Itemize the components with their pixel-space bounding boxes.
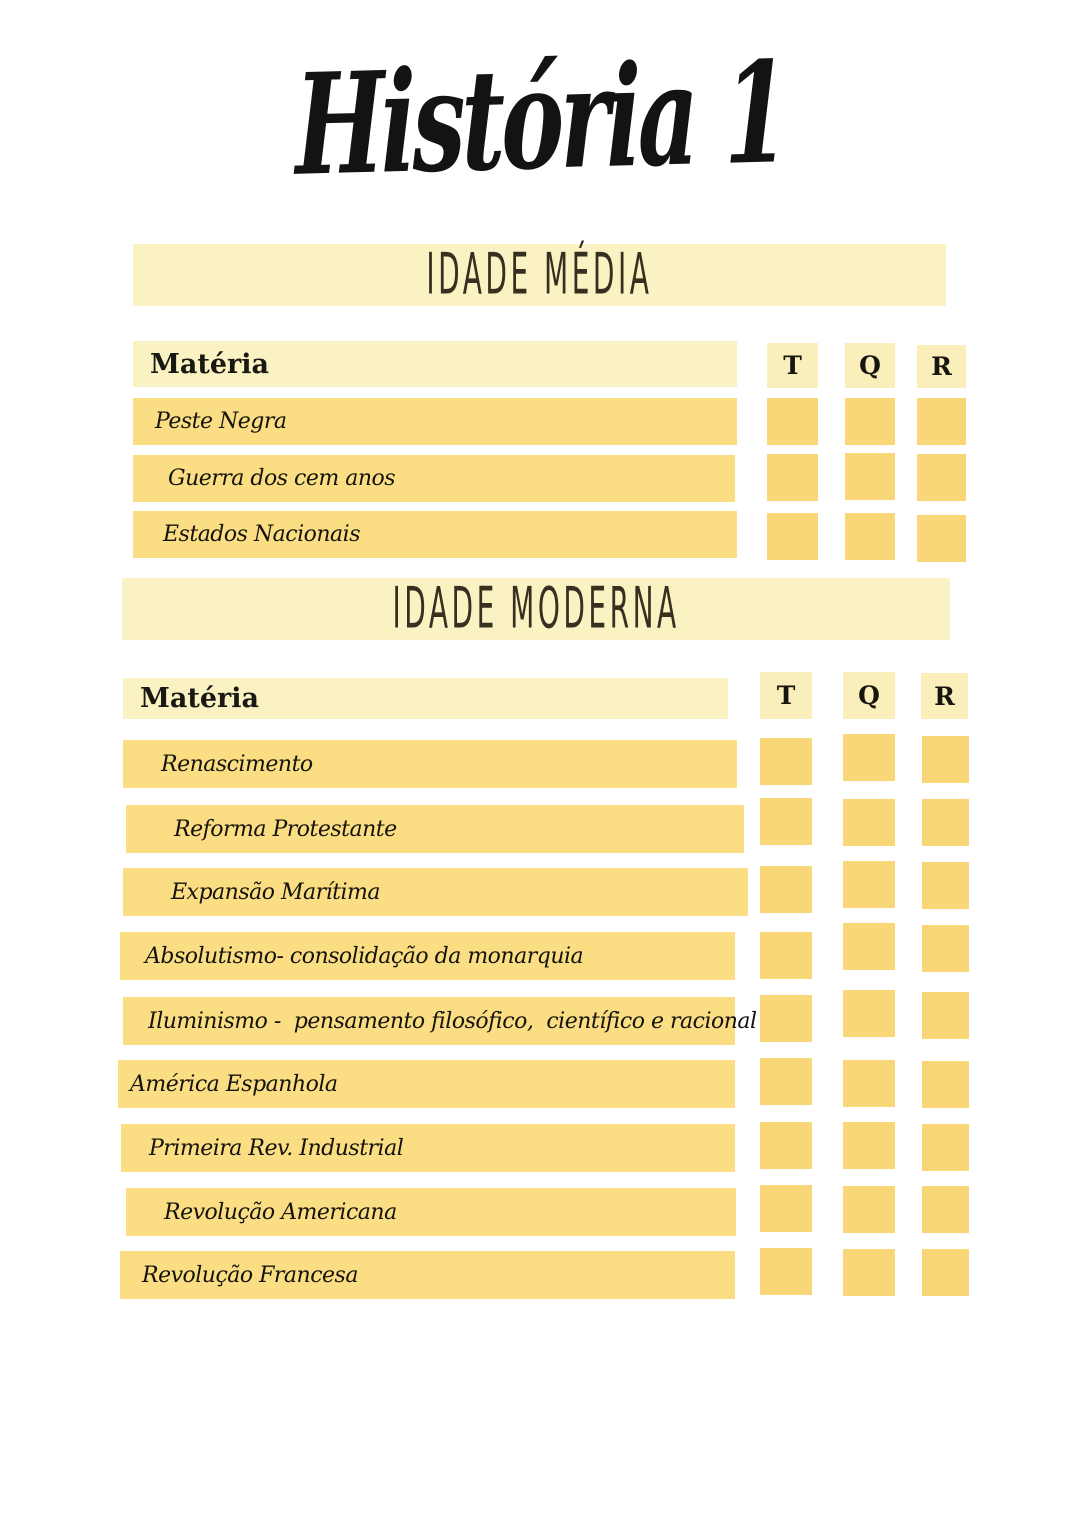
topic-bar [133, 398, 737, 445]
checkbox-t[interactable] [760, 932, 812, 979]
checkbox-q[interactable] [843, 861, 895, 908]
topic-label: Renascimento [161, 751, 313, 777]
checkbox-t[interactable] [760, 798, 812, 845]
section-heading-text: IDADE MÉDIA [426, 242, 653, 308]
checkbox-r[interactable] [922, 992, 969, 1039]
checkbox-q[interactable] [845, 513, 895, 560]
topic-bar [121, 1124, 735, 1172]
checkbox-r[interactable] [922, 799, 969, 846]
checkbox-t[interactable] [767, 513, 818, 560]
topic-bar [126, 1188, 736, 1236]
checkbox-t[interactable] [760, 1248, 812, 1295]
checkbox-q[interactable] [843, 990, 895, 1037]
checkbox-t[interactable] [760, 995, 812, 1042]
topic-bar [133, 511, 737, 558]
topic-label: Guerra dos cem anos [168, 466, 396, 491]
checkbox-q[interactable] [843, 1122, 895, 1169]
checkbox-t[interactable] [760, 1185, 812, 1232]
column-header-t: T [767, 343, 818, 388]
checkbox-t[interactable] [760, 1058, 812, 1105]
topic-bar [120, 932, 735, 980]
checkbox-t[interactable] [760, 1122, 812, 1169]
checkbox-r[interactable] [922, 1249, 969, 1296]
checkbox-r[interactable] [917, 398, 966, 445]
column-header-t: T [760, 672, 812, 719]
column-header-q: Q [845, 343, 895, 388]
checkbox-r[interactable] [922, 925, 969, 972]
checkbox-q[interactable] [843, 1186, 895, 1233]
checkbox-q[interactable] [843, 799, 895, 846]
checkbox-t[interactable] [767, 454, 818, 501]
topic-bar [123, 740, 737, 788]
checkbox-r[interactable] [922, 1061, 969, 1108]
topic-label: Primeira Rev. Industrial [149, 1135, 404, 1161]
topic-bar [120, 1251, 735, 1299]
column-header-q: Q [843, 672, 895, 719]
topic-label: Expansão Marítima [171, 879, 381, 905]
checkbox-q[interactable] [843, 1249, 895, 1296]
section-heading-idade-media [133, 244, 946, 306]
materia-header: Matéria [123, 678, 728, 719]
page-title-text: História 1 [294, 29, 786, 207]
checkbox-q[interactable] [843, 1060, 895, 1107]
topic-bar [133, 455, 735, 502]
checkbox-t[interactable] [767, 398, 818, 445]
topic-label: Revolução Francesa [142, 1262, 358, 1288]
checkbox-r[interactable] [917, 515, 966, 562]
topic-bar [118, 1060, 735, 1108]
section-heading-text: IDADE MODERNA [392, 576, 680, 642]
checkbox-q[interactable] [845, 453, 895, 500]
topic-label: América Espanhola [130, 1071, 338, 1097]
topic-bar [123, 997, 757, 1045]
materia-header: Matéria [133, 341, 737, 387]
column-header-r: R [917, 345, 966, 388]
checkbox-q[interactable] [845, 398, 895, 445]
topic-label: Reforma Protestante [174, 816, 397, 842]
checkbox-r[interactable] [917, 454, 966, 501]
topic-label: Estados Nacionais [163, 522, 360, 547]
column-header-r: R [921, 673, 968, 719]
page-title [0, 28, 1080, 208]
topic-bar [126, 805, 744, 853]
checkbox-t[interactable] [760, 866, 812, 913]
topic-bar [123, 868, 748, 916]
section-heading-idade-moderna [122, 578, 950, 640]
checkbox-r[interactable] [922, 862, 969, 909]
topic-label: Peste Negra [155, 409, 287, 434]
topic-label: Iluminismo - pensamento filosófico, científico e racional [148, 1008, 757, 1034]
checkbox-r[interactable] [922, 1124, 969, 1171]
checkbox-r[interactable] [922, 736, 969, 783]
topic-label: Absolutismo- consolidação da monarquia [145, 943, 584, 969]
checkbox-t[interactable] [760, 738, 812, 785]
checkbox-q[interactable] [843, 734, 895, 781]
checkbox-q[interactable] [843, 923, 895, 970]
checkbox-r[interactable] [922, 1186, 969, 1233]
topic-label: Revolução Americana [164, 1199, 397, 1225]
